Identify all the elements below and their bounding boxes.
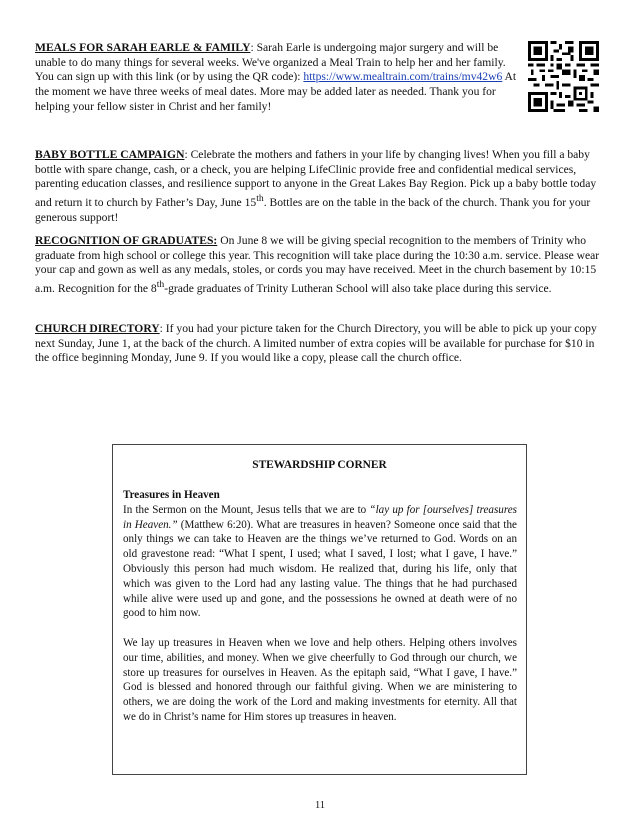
stewardship-p1-after: (Matthew 6:20). What are treasures in heaven? Someone once said that the only things we can take to Heaven are the things we’ve returned to God. Words on an old gravestone read: “What I spent, I used; what I saved, I lost; what I gave, I have.” Obviously this person had much wisdom. He realized that, during his life, only that which was given to the Lord had any lasting value. The things that he had purchased while alive were used up and gone, and the possessions he owned at death were of no good to him now. bbox=[123, 518, 517, 620]
directory-paragraph bbox=[35, 322, 602, 366]
meals-paragraph bbox=[35, 41, 519, 115]
directory-text: : If you had your picture taken for the Church Directory, you will be able to pick up your copy next Sunday, June 1, at the back of the church. A limited number of extra copies will be available for purchase for $10 in the office beginning Monday, June 9. If you would like a copy, please call the church office. bbox=[35, 322, 597, 365]
meals-text-before: : Sarah Earle is undergoing major surgery and will be unable to do many things for several weeks. We've organized a Meal Train to help her and her family. You can sign up with this link (or by using the QR code): bbox=[35, 41, 506, 84]
directory-heading: CHURCH DIRECTORY bbox=[35, 322, 160, 335]
graduates-text-after: -grade graduates of Trinity Lutheran School will also take place during this service. bbox=[164, 281, 552, 295]
baby-bottle-text-after: . Bottles are on the table in the back of the church. Thank you for your generous support! bbox=[35, 195, 591, 224]
stewardship-p1-before: In the Sermon on the Mount, Jesus tells that we are to bbox=[123, 503, 370, 516]
stewardship-p1-quote: “lay up for [ourselves] treasures in Heaven.” bbox=[123, 503, 517, 531]
meals-section bbox=[35, 41, 519, 115]
directory-section bbox=[35, 322, 602, 366]
stewardship-body bbox=[123, 488, 517, 725]
meals-text-after: At the moment we have three weeks of meal dates. More may be added later as needed. Thank you for helping your fellow sister in Christ and her family! bbox=[35, 70, 517, 113]
meals-heading: MEALS FOR SARAH EARLE & FAMILY bbox=[35, 41, 251, 54]
stewardship-subtitle: Treasures in Heaven bbox=[123, 489, 220, 501]
stewardship-paragraph-1 bbox=[123, 503, 517, 621]
meal-train-link[interactable]: https://www.mealtrain.com/trains/mv42w6 bbox=[303, 70, 503, 84]
baby-bottle-section bbox=[35, 148, 602, 225]
graduates-sup: th bbox=[156, 279, 165, 291]
graduates-text-before: On June 8 we will be giving special recognition to the members of Trinity who graduate from high school or college this year. This recognition will take place during the 10:30 a.m. service. Please wear your cap and gown as well as any medals, stoles, or cords you may have received. Meet in the church basement by 10:15 a.m. Recognition for the 8 bbox=[35, 234, 600, 295]
graduates-heading: RECOGNITION OF GRADUATES: bbox=[35, 234, 218, 247]
graduates-section bbox=[35, 234, 602, 297]
baby-bottle-heading: BABY BOTTLE CAMPAIGN bbox=[35, 148, 185, 161]
baby-bottle-sup: th bbox=[256, 193, 264, 205]
page-number: 11 bbox=[314, 800, 326, 811]
stewardship-box bbox=[112, 444, 527, 775]
baby-bottle-text-before: : Celebrate the mothers and fathers in your life by changing lives! When you fill a baby bottle with spare change, cash, or a check, you are helping LifeClinic provide free and confidential medical services, parenting education classes, and resilience support to anyone in the Great Lakes Bay Region. Pick up a baby bottle today and return it to church by Father’s Day, June 15 bbox=[35, 148, 597, 209]
baby-bottle-paragraph bbox=[35, 148, 602, 225]
stewardship-title: STEWARDSHIP CORNER bbox=[252, 459, 387, 471]
stewardship-paragraph-2: We lay up treasures in Heaven when we love and help others. Helping others involves our time, abilities, and money. When we give cheerfully to God through our church, we store up treasures for ourselves in Heaven. As the epitaph said, “What I gave, I have.” God is blessed and honored through our faithful giving. When we are ministering to others, we are doing the work of the Lord and making investments for eternity. All that we do in Christ’s name for Him stores up treasures in heaven. bbox=[123, 636, 517, 723]
qr-code-icon[interactable] bbox=[528, 41, 599, 112]
graduates-paragraph bbox=[35, 234, 602, 297]
